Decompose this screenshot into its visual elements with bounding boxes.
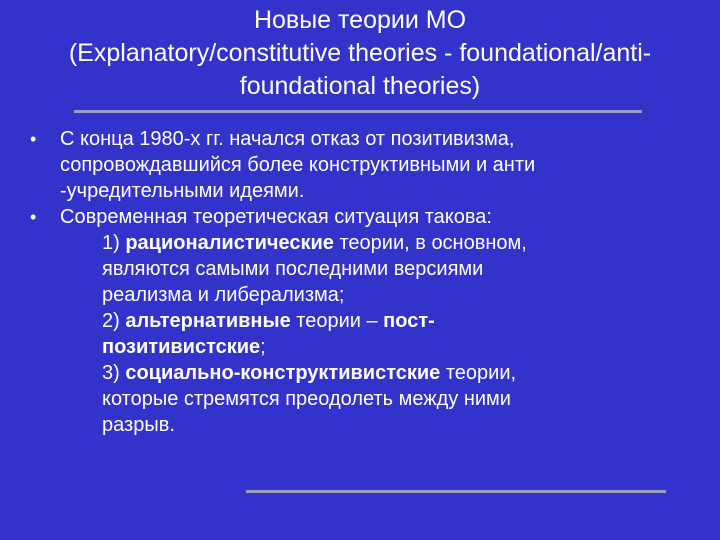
sub-item-3-rest: теории, <box>440 362 517 384</box>
sub-item-1-rest: теории, в основном, <box>333 232 527 254</box>
sub-item-2-mid: теории – <box>290 310 384 332</box>
sub-item-3-bold: социально-конструктивистские <box>125 362 441 384</box>
sub-item-1-line-1 <box>102 230 708 256</box>
title-line-1: Новые теории МО <box>253 6 467 34</box>
title-line-3: foundational theories) <box>239 72 481 100</box>
sub-item-2 <box>28 308 708 360</box>
sub-item-2-line-2-bold: позитивистские <box>102 336 261 358</box>
bullet-1-line-1: С конца 1980-х гг. начался отказ от позитивизма, <box>60 128 515 150</box>
title-divider <box>74 110 642 113</box>
bullet-item-1 <box>28 126 708 204</box>
sub-item-2-bold: альтернативные <box>125 310 291 332</box>
bullet-item-2 <box>28 204 708 230</box>
sub-item-1-line-2: являются самыми последними версиями <box>102 258 484 280</box>
sub-item-1-prefix: 1) <box>102 232 126 254</box>
sub-item-3 <box>28 360 708 438</box>
sub-item-2-prefix: 2) <box>102 310 126 332</box>
slide-title <box>0 4 720 103</box>
sub-item-1-line-3: реализма и либерализма; <box>102 284 345 306</box>
sub-item-2-line-2-rest: ; <box>260 336 266 358</box>
sub-item-3-line-1 <box>102 360 708 386</box>
bullet-1-line-2: сопровождавшийся более конструктивными и анти <box>60 154 536 176</box>
sub-item-2-bold-2: пост- <box>383 310 435 332</box>
slide-body <box>28 126 708 438</box>
sub-item-3-line-2: которые стремятся преодолеть между ними <box>102 388 511 410</box>
sub-item-2-line-2 <box>102 334 708 360</box>
title-line-2: (Explanatory/constitutive theories - foundational/anti- <box>68 39 652 67</box>
bullet-2-line-1: Современная теоретическая ситуация такова: <box>60 206 492 228</box>
bullet-1-line-3: -учредительными идеями. <box>60 180 305 202</box>
bullet-marker: • <box>30 129 37 149</box>
sub-item-2-line-1 <box>102 308 708 334</box>
sub-item-3-prefix: 3) <box>102 362 126 384</box>
sub-item-1-bold: рационалистические <box>125 232 334 254</box>
bottom-divider <box>246 490 666 493</box>
sub-item-1 <box>28 230 708 308</box>
bullet-marker: • <box>30 207 37 227</box>
sub-item-3-line-3: разрыв. <box>102 414 175 436</box>
